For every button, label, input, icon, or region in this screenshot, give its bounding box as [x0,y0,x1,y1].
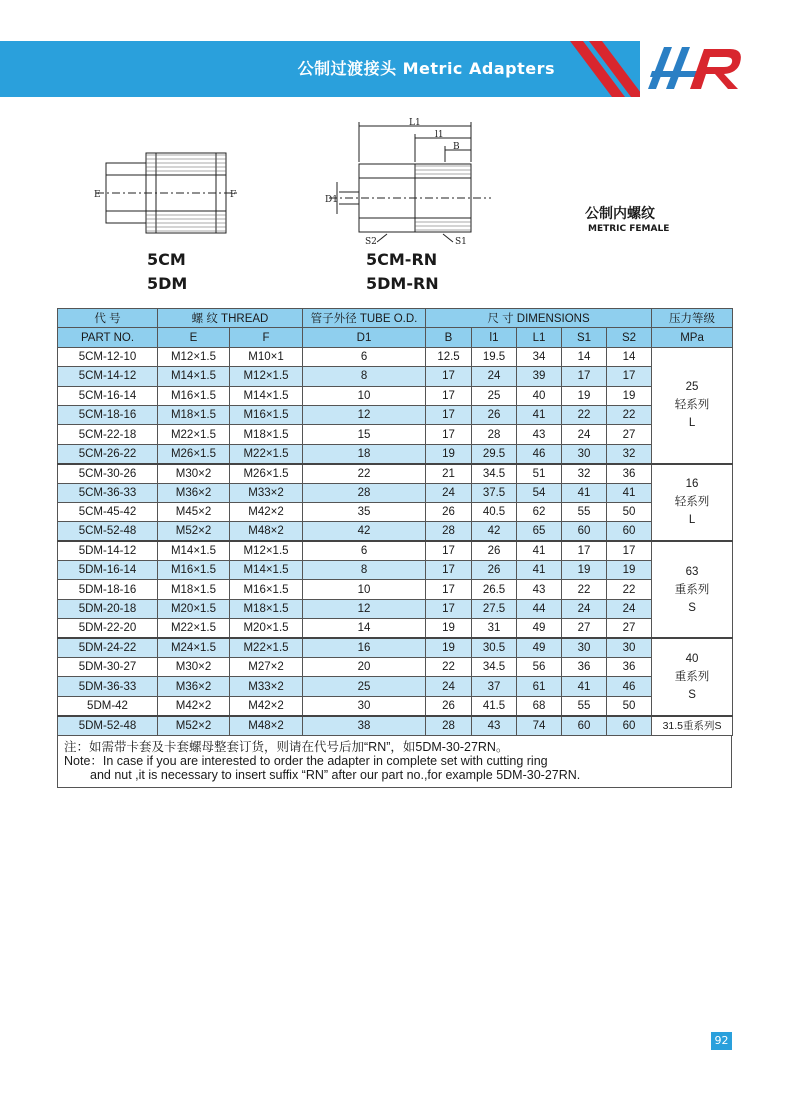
table-cell: 17 [607,541,652,560]
table-cell: 24 [562,599,607,618]
table-cell: 46 [607,677,652,696]
brand-logo [640,41,800,97]
table-row [58,677,733,696]
table-cell: 43 [517,580,562,599]
table-cell: 14 [303,619,426,638]
table-cell: 28 [303,483,426,502]
table-cell: M24×1.5 [158,638,230,657]
table-cell: 43 [472,716,517,736]
part-no-cell: 5CM-12-10 [58,347,158,366]
part-no-cell: 5DM-22-20 [58,619,158,638]
table-cell: 28 [472,425,517,444]
table-cell: M22×1.5 [158,425,230,444]
table-cell: M20×1.5 [230,619,303,638]
table-row [58,599,733,618]
header-row-1 [58,309,733,328]
table-cell: M16×1.5 [158,561,230,580]
table-cell: M12×1.5 [230,541,303,560]
table-cell: 25 [472,386,517,405]
table-cell: M26×1.5 [158,444,230,463]
dim-l1-label: L1 [409,118,421,128]
table-cell: M18×1.5 [230,425,303,444]
part-no-cell: 5CM-22-18 [58,425,158,444]
part-no-cell: 5CM-36-33 [58,483,158,502]
table-cell: 21 [426,464,472,483]
table-cell: 49 [517,619,562,638]
table-row [58,658,733,677]
table-cell: M20×1.5 [158,599,230,618]
page-number: 92 [711,1032,732,1050]
table-cell: 32 [562,464,607,483]
table-cell: 36 [607,464,652,483]
dim-s1-label: S1 [455,237,467,247]
table-cell: 41 [562,677,607,696]
header-l1: L1 [517,328,562,347]
table-cell: 19 [607,386,652,405]
spec-table [57,308,733,736]
table-cell: 60 [607,716,652,736]
table-cell: 26 [472,561,517,580]
table-cell: 55 [562,502,607,521]
table-cell: M52×2 [158,716,230,736]
table-cell: 19.5 [472,347,517,366]
table-cell: 41 [562,483,607,502]
table-cell: 41 [517,405,562,424]
table-cell: 34 [517,347,562,366]
table-cell: 16 [303,638,426,657]
table-cell: M27×2 [230,658,303,677]
pressure-value: 40 [685,652,699,665]
table-cell: 10 [303,386,426,405]
dim-f-label: F [230,190,237,200]
table-cell: 18 [303,444,426,463]
table-cell: 30 [562,444,607,463]
spec-table-body [58,347,733,735]
table-cell: 42 [303,522,426,541]
table-cell: M36×2 [158,677,230,696]
part-no-cell: 5DM-36-33 [58,677,158,696]
pressure-value: 63 [685,565,699,578]
table-cell: 27 [607,619,652,638]
table-cell: 37.5 [472,483,517,502]
table-cell: 26 [472,541,517,560]
header-row-2 [58,328,733,347]
table-cell: 36 [562,658,607,677]
part-no-cell: 5DM-30-27 [58,658,158,677]
table-cell: 41 [517,541,562,560]
table-cell: 17 [426,386,472,405]
dim-b-label: B [453,142,460,152]
table-cell: M18×1.5 [158,580,230,599]
table-cell: 39 [517,367,562,386]
table-cell: 26 [472,405,517,424]
table-row [58,522,733,541]
table-cell: 30 [607,638,652,657]
table-cell: 22 [562,580,607,599]
part-no-cell: 5DM-14-12 [58,541,158,560]
table-cell: M18×1.5 [158,405,230,424]
table-cell: 43 [517,425,562,444]
table-cell: 22 [607,405,652,424]
header-s2: S2 [607,328,652,347]
table-cell: 30 [562,638,607,657]
table-cell: 61 [517,677,562,696]
table-cell: M10×1 [230,347,303,366]
table-cell: 17 [426,367,472,386]
table-cell: M26×1.5 [230,464,303,483]
table-cell: 37 [472,677,517,696]
table-cell: 50 [607,696,652,715]
table-cell: 42 [472,522,517,541]
pressure-series: 轻系列 [674,399,710,412]
table-cell: 22 [303,464,426,483]
table-cell: 14 [607,347,652,366]
table-cell: M12×1.5 [158,347,230,366]
table-cell: M33×2 [230,677,303,696]
drawing-5cm [92,145,242,244]
part-no-cell: 5CM-16-14 [58,386,158,405]
table-cell: 41 [517,561,562,580]
table-cell: 26 [426,696,472,715]
subtitle-en: METRIC FEMALE [588,224,670,234]
table-cell: 19 [426,444,472,463]
table-cell: 17 [426,405,472,424]
table-cell: 12 [303,599,426,618]
table-cell: 44 [517,599,562,618]
table-cell: 46 [517,444,562,463]
pressure-cell [652,464,733,542]
table-cell: 60 [607,522,652,541]
table-cell: 36 [607,658,652,677]
table-cell: 17 [426,561,472,580]
pressure-series: 轻系列 [674,496,710,509]
dim-e-label: E [94,190,101,200]
table-row [58,464,733,483]
header-thread: 螺 纹 THREAD [158,309,303,328]
table-cell: 22 [607,580,652,599]
table-row [58,696,733,715]
table-cell: 25 [303,677,426,696]
table-cell: 12.5 [426,347,472,366]
table-cell: 60 [562,522,607,541]
table-cell: 24 [426,677,472,696]
part-no-cell: 5DM-52-48 [58,716,158,736]
table-cell: 17 [562,541,607,560]
part-no-cell: 5CM-14-12 [58,367,158,386]
header-mpa: MPa [652,328,733,347]
header-stripes [565,41,645,97]
table-cell: 54 [517,483,562,502]
part-no-cell: 5DM-16-14 [58,561,158,580]
table-cell: 19 [607,561,652,580]
table-cell: 6 [303,541,426,560]
table-cell: 62 [517,502,562,521]
part-no-cell: 5CM-45-42 [58,502,158,521]
table-cell: 19 [562,386,607,405]
table-cell: 74 [517,716,562,736]
table-cell: 34.5 [472,658,517,677]
table-cell: 24 [472,367,517,386]
pressure-code: S [688,601,696,614]
pressure-code: L [688,514,696,527]
note-en-line1: Note：In case if you are interested to order the adapter in complete set with cutting ring [64,754,548,768]
header-pressure: 压力等级 [652,309,733,328]
table-cell: 38 [303,716,426,736]
part-no-cell: 5DM-20-18 [58,599,158,618]
dim-s2-label: S2 [365,237,377,247]
table-cell: 34.5 [472,464,517,483]
table-cell: M12×1.5 [230,367,303,386]
note-en-line2: and nut ,it is necessary to insert suffix “RN” after our part no.,for example 5DM-30-27RN. [90,768,581,782]
table-cell: 28 [426,522,472,541]
page-title: 公制过渡接头 Metric Adapters [297,59,555,78]
table-cell: M14×1.5 [230,561,303,580]
table-cell: M14×1.5 [158,541,230,560]
header-f: F [230,328,303,347]
pressure-cell [652,638,733,716]
table-cell: 15 [303,425,426,444]
model-5cm-rn: 5CM-RN [366,250,438,269]
table-cell: 27 [607,425,652,444]
part-no-cell: 5CM-30-26 [58,464,158,483]
table-cell: 56 [517,658,562,677]
table-row [58,716,733,736]
table-cell: 19 [562,561,607,580]
table-cell: 17 [607,367,652,386]
table-cell: 29.5 [472,444,517,463]
table-cell: 26 [426,502,472,521]
table-cell: 17 [562,367,607,386]
table-row [58,444,733,463]
header-tube: 管子外径 TUBE O.D. [303,309,426,328]
header-dimensions: 尺 寸 DIMENSIONS [426,309,652,328]
table-cell: 55 [562,696,607,715]
table-cell: 17 [426,580,472,599]
part-no-cell: 5CM-18-16 [58,405,158,424]
table-cell: 60 [562,716,607,736]
pressure-series: 重系列 [674,583,710,596]
table-cell: M14×1.5 [158,367,230,386]
table-cell: 14 [562,347,607,366]
pressure-code: L [688,417,696,430]
table-cell: M42×2 [230,502,303,521]
table-cell: 6 [303,347,426,366]
table-cell: 24 [562,425,607,444]
table-cell: M30×2 [158,658,230,677]
table-cell: 10 [303,580,426,599]
table-cell: 49 [517,638,562,657]
table-row [58,619,733,638]
pressure-cell [652,347,733,463]
table-cell: M33×2 [230,483,303,502]
header-d1: D1 [303,328,426,347]
table-cell: 30 [303,696,426,715]
table-cell: 28 [426,716,472,736]
table-cell: 20 [303,658,426,677]
table-row [58,502,733,521]
table-row [58,347,733,366]
part-no-cell: 5CM-52-48 [58,522,158,541]
header-e: E [158,328,230,347]
pressure-value: 31.5重系列S [662,719,722,732]
header-part-no: PART NO. [58,328,158,347]
table-cell: 32 [607,444,652,463]
table-cell: 22 [426,658,472,677]
model-5dm: 5DM [147,274,188,293]
table-row [58,405,733,424]
part-no-cell: 5DM-42 [58,696,158,715]
note-cn: 注：如需带卡套及卡套螺母整套订货，则请在代号后加“RN”，如5DM-30-27RN。 [64,740,509,754]
model-5cm: 5CM [147,250,186,269]
table-cell: 68 [517,696,562,715]
table-row [58,561,733,580]
table-cell: M16×1.5 [230,405,303,424]
table-cell: 50 [607,502,652,521]
table-cell: M45×2 [158,502,230,521]
pressure-cell [652,541,733,638]
table-cell: M22×1.5 [230,444,303,463]
table-cell: M16×1.5 [230,580,303,599]
model-5dm-rn: 5DM-RN [366,274,439,293]
table-cell: M36×2 [158,483,230,502]
header-s1: S1 [562,328,607,347]
table-cell: 24 [607,599,652,618]
pressure-cell [652,716,733,736]
table-cell: M22×1.5 [158,619,230,638]
pressure-code: S [688,688,696,701]
table-cell: 19 [426,619,472,638]
part-no-cell: 5DM-18-16 [58,580,158,599]
table-row [58,580,733,599]
pressure-value: 25 [685,381,699,394]
notes-box [57,736,732,788]
table-cell: 35 [303,502,426,521]
table-cell: 27.5 [472,599,517,618]
table-cell: M16×1.5 [158,386,230,405]
header-b: B [426,328,472,347]
table-cell: 17 [426,599,472,618]
dim-d1-label: D1 [325,195,338,205]
table-row [58,483,733,502]
table-cell: 26.5 [472,580,517,599]
table-cell: 24 [426,483,472,502]
table-cell: M52×2 [158,522,230,541]
table-cell: 17 [426,541,472,560]
table-cell: 41.5 [472,696,517,715]
table-row [58,638,733,657]
table-row [58,386,733,405]
pressure-series: 重系列 [674,670,710,683]
part-no-cell: 5DM-24-22 [58,638,158,657]
table-cell: 12 [303,405,426,424]
table-cell: M48×2 [230,522,303,541]
table-cell: 8 [303,561,426,580]
table-cell: 22 [562,405,607,424]
table-row [58,425,733,444]
pressure-value: 16 [685,478,699,491]
table-cell: 8 [303,367,426,386]
table-cell: 65 [517,522,562,541]
table-cell: 30.5 [472,638,517,657]
table-cell: 19 [426,638,472,657]
table-row [58,367,733,386]
table-cell: M48×2 [230,716,303,736]
table-cell: M30×2 [158,464,230,483]
table-row [58,541,733,560]
subtitle-cn: 公制内螺纹 [585,206,655,222]
table-cell: 41 [607,483,652,502]
part-no-cell: 5CM-26-22 [58,444,158,463]
table-cell: 27 [562,619,607,638]
header-code: 代 号 [58,309,158,328]
table-cell: M42×2 [158,696,230,715]
table-cell: M14×1.5 [230,386,303,405]
table-cell: M22×1.5 [230,638,303,657]
dim-l-label: l1 [435,130,444,140]
table-cell: 31 [472,619,517,638]
table-cell: 40.5 [472,502,517,521]
table-cell: M18×1.5 [230,599,303,618]
table-cell: 51 [517,464,562,483]
table-cell: 40 [517,386,562,405]
drawing-5cm-rn [325,118,495,252]
table-cell: 17 [426,425,472,444]
table-cell: M42×2 [230,696,303,715]
header-l: l1 [472,328,517,347]
